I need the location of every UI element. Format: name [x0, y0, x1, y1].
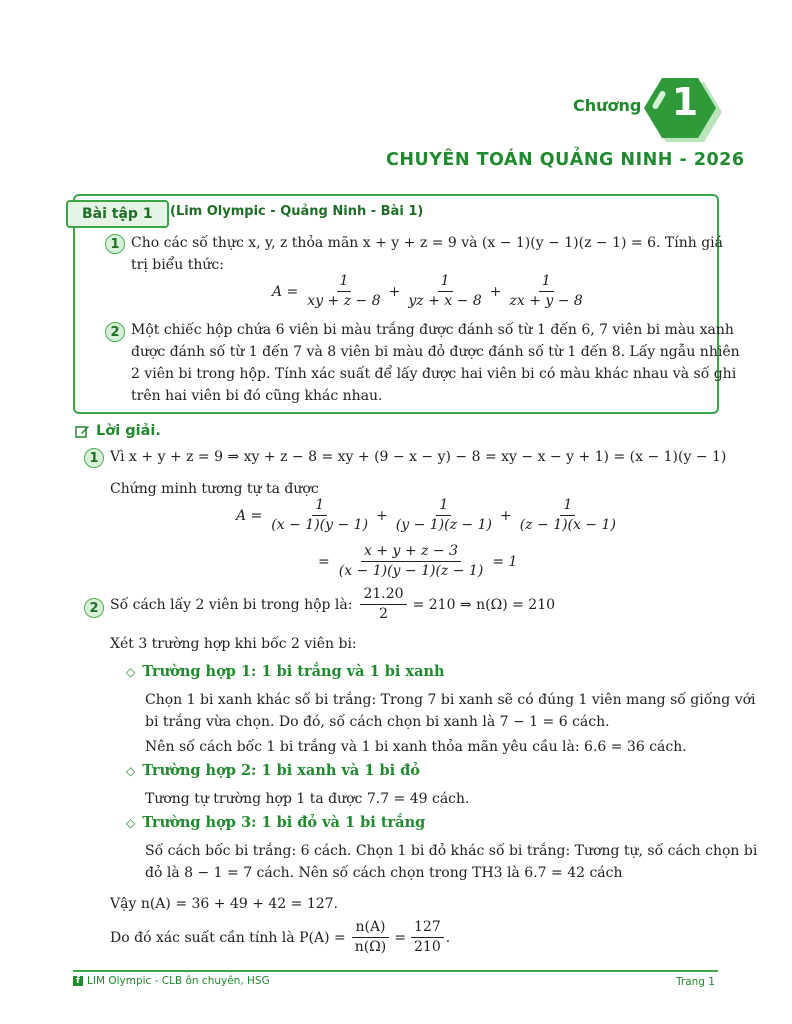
total-line: Vậy n(A) = 36 + 49 + 42 = 127. — [110, 896, 339, 912]
case-3-title: Trường hợp 3: 1 bi đỏ và 1 bi trắng — [142, 814, 426, 831]
fraction-numerator: 127 — [411, 919, 444, 938]
formula-lhs: A = — [236, 507, 263, 524]
fraction-denominator: (z − 1)(x − 1) — [519, 517, 616, 533]
solution-2-text: Số cách lấy 2 viên bi trong hộp là: — [110, 596, 353, 613]
footer-divider — [73, 970, 718, 972]
fraction-denominator: 2 — [379, 606, 388, 622]
solution-2-line — [110, 586, 555, 623]
case-2-line-1: Tương tự trường hợp 1 ta được 7.7 = 49 cách. — [145, 791, 470, 807]
fraction — [352, 919, 390, 956]
solution-number-2: 2 — [84, 598, 104, 618]
case-2-title: Trường hợp 2: 1 bi xanh và 1 bi đỏ — [142, 762, 420, 779]
fraction-numerator: 21.20 — [360, 586, 406, 605]
fraction — [360, 586, 406, 623]
fraction-numerator: 1 — [337, 273, 352, 292]
fraction-numerator: x + y + z − 3 — [361, 543, 461, 562]
fraction — [517, 497, 619, 534]
fraction-denominator: zx + y − 8 — [509, 293, 583, 309]
fraction — [506, 273, 585, 310]
case-1-line-3: Nên số cách bốc 1 bi trắng và 1 bi xanh thỏa mãn yêu cầu là: 6.6 = 36 cách. — [145, 739, 687, 755]
diamond-icon: ◇ — [126, 763, 136, 778]
case-3-line-2: đỏ là 8 − 1 = 7 cách. Nên số cách chọn trong TH3 là 6.7 = 42 cách — [145, 865, 623, 881]
fraction — [268, 497, 371, 534]
formula-lhs: A = — [272, 283, 299, 300]
fraction-numerator: 1 — [560, 497, 575, 516]
question-1-formula: A = $\frac{1}{xy + z - 8}$ + $\frac{1}{yz + x - 8}$ + $\frac{1}{zx + y - 8}$ — [272, 273, 588, 310]
fraction-numerator: 1 — [436, 497, 451, 516]
footer-left — [73, 975, 270, 987]
fraction-denominator: yz + x − 8 — [408, 293, 482, 309]
fraction-numerator: n(A) — [352, 919, 388, 938]
question-2-line-3: 2 viên bi trong hộp. Tính xác suất để lấy được hai viên bi có màu khác nhau và số ghi — [131, 366, 737, 382]
chapter-label: Chương — [573, 96, 642, 115]
fraction — [411, 919, 444, 956]
question-1-line-2: trị biểu thức: — [131, 257, 224, 273]
fraction-denominator: xy + z − 8 — [307, 293, 381, 309]
cases-intro: Xét 3 trường hợp khi bốc 2 viên bi: — [110, 636, 357, 652]
probability-line — [110, 919, 450, 956]
fraction-numerator: 1 — [539, 273, 554, 292]
page-title: CHUYÊN TOÁN QUẢNG NINH - 2026 — [386, 150, 745, 170]
solution-heading — [75, 423, 161, 439]
case-1-line-1: Chọn 1 bi xanh khác số bi trắng: Trong 7 bi xanh sẽ có đúng 1 viên mang số giống với — [145, 692, 756, 708]
fraction — [405, 273, 484, 310]
fraction-numerator: 1 — [438, 273, 453, 292]
solution-1-formula-a: A = $\frac{1}{(x - 1)(y - 1)}$ + $\frac{1}{(y - 1)(z - 1)}$ + $\frac{1}{(z - 1)(x - 1)}$ — [236, 497, 621, 534]
case-2-heading — [126, 762, 420, 779]
facebook-icon: f — [73, 976, 83, 986]
fraction-denominator: (y − 1)(z − 1) — [395, 517, 492, 533]
solution-1-line: Vì x + y + z = 9 ⇒ xy + z − 8 = xy + (9 − x − y) − 8 = xy − x − y + 1) = (x − 1)(y − 1) — [110, 449, 727, 465]
probability-equals: = — [394, 929, 407, 946]
fraction-numerator: 1 — [312, 497, 327, 516]
case-1-title: Trường hợp 1: 1 bi trắng và 1 bi xanh — [142, 663, 445, 680]
question-1-line-1: Cho các số thực x, y, z thỏa mãn x + y + z = 9 và (x − 1)(y − 1)(z − 1) = 6. Tính giá — [131, 235, 723, 251]
case-3-heading — [126, 814, 425, 831]
solution-heading-label: Lời giải. — [96, 423, 161, 439]
diamond-icon: ◇ — [126, 815, 136, 830]
exercise-badge-label: Bài tập 1 — [82, 206, 153, 222]
probability-end: . — [445, 929, 451, 946]
probability-text: Do đó xác suất cần tính là P(A) = — [110, 929, 346, 946]
case-1-line-2: bi trắng vừa chọn. Do đó, số cách chọn bi xanh là 7 − 1 = 6 cách. — [145, 714, 610, 730]
pencil-icon — [75, 424, 90, 439]
fraction-denominator: (x − 1)(y − 1)(z − 1) — [338, 563, 484, 579]
fraction — [304, 273, 383, 310]
solution-2-result: = 210 ⇒ n(Ω) = 210 — [412, 596, 556, 613]
fraction-denominator: (x − 1)(y − 1) — [271, 517, 369, 533]
case-1-heading — [126, 663, 445, 680]
footer-left-text: LIM Olympic - CLB ôn chuyên, HSG — [87, 975, 270, 987]
formula-result: = 1 — [492, 553, 518, 570]
case-3-line-1: Số cách bốc bi trắng: 6 cách. Chọn 1 bi đỏ khác số bi trắng: Tương tự, số cách chọn bi — [145, 843, 758, 859]
page-number: Trang 1 — [676, 976, 715, 988]
solution-1-formula-b — [318, 543, 517, 580]
exercise-badge — [66, 200, 169, 228]
diamond-icon: ◇ — [126, 664, 136, 679]
exercise-source: (Lim Olympic - Quảng Ninh - Bài 1) — [170, 204, 424, 219]
formula-equals: = — [318, 553, 330, 570]
solution-1-similar: Chứng minh tương tự ta được — [110, 481, 319, 497]
fraction-denominator: n(Ω) — [354, 939, 387, 955]
fraction — [336, 543, 487, 580]
fraction — [393, 497, 495, 534]
question-2-line-1: Một chiếc hộp chứa 6 viên bi màu trắng được đánh số từ 1 đến 6, 7 viên bi màu xanh — [131, 322, 734, 338]
question-number-1: 1 — [105, 234, 125, 254]
solution-number-1: 1 — [84, 448, 104, 468]
chapter-number: 1 — [671, 80, 699, 124]
question-2-line-2: được đánh số từ 1 đến 7 và 8 viên bi màu đỏ được đánh số từ 1 đến 8. Lấy ngẫu nhiên — [131, 344, 740, 360]
question-number-2: 2 — [105, 322, 125, 342]
fraction-denominator: 210 — [414, 939, 441, 955]
question-2-line-4: trên hai viên bi đó cũng khác nhau. — [131, 388, 383, 404]
